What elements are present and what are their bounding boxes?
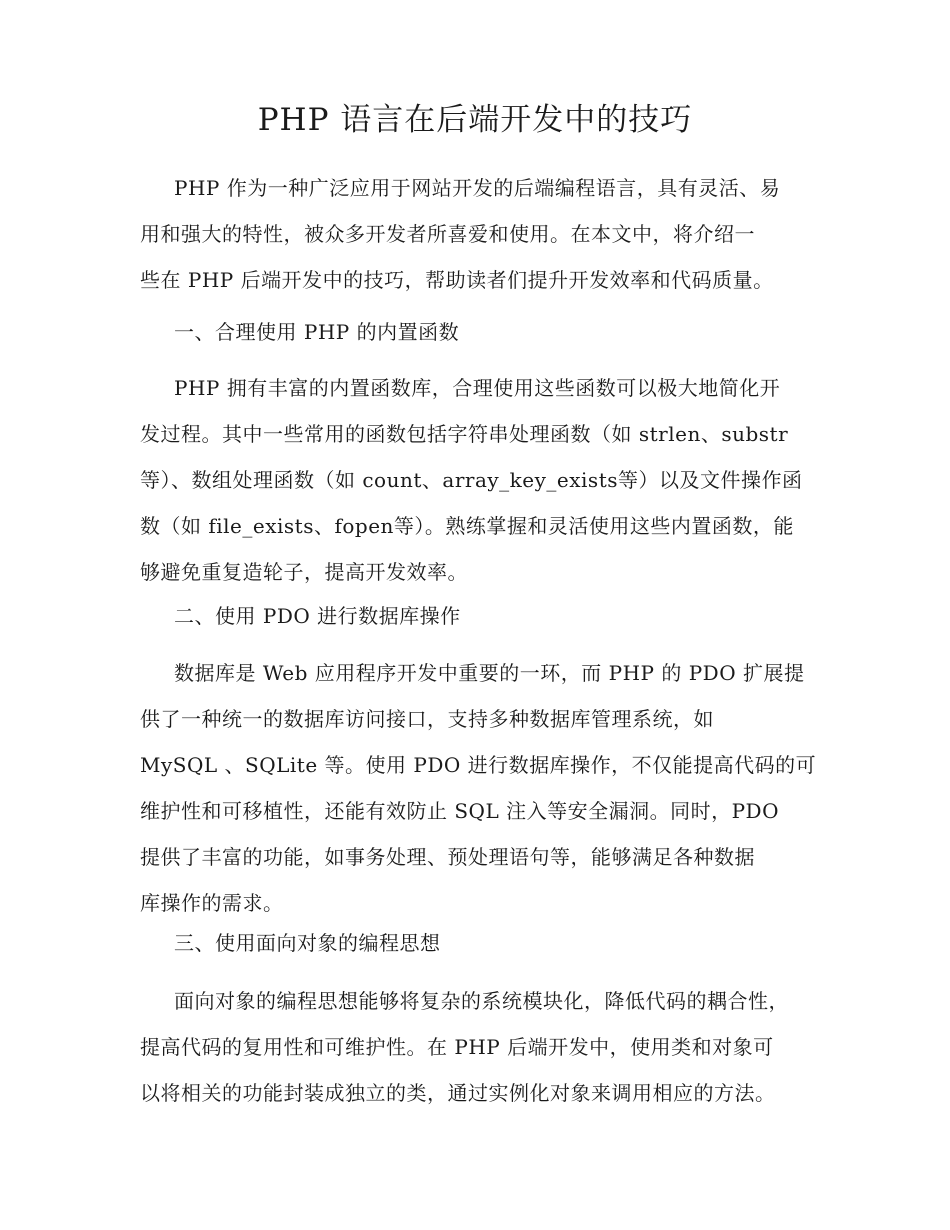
section1-paragraph — [140, 365, 830, 595]
paragraph-line: 数据库是 Web 应用程序开发中重要的一环，而 PHP 的 PDO 扩展提 — [174, 661, 805, 685]
section-heading-text: 三、使用面向对象的编程思想 — [174, 931, 441, 955]
paragraph-line: 等）、数组处理函数（如 count、array_key_exists等）以及文件操作函 — [140, 468, 803, 492]
paragraph-line: 提高代码的复用性和可维护性。在 PHP 后端开发中，使用类和对象可 — [140, 1035, 774, 1059]
intro-paragraph — [140, 165, 830, 303]
section-heading-text: 一、合理使用 PHP 的内置函数 — [174, 320, 460, 344]
section-heading-3 — [140, 920, 830, 966]
paragraph-line: PHP 拥有丰富的内置函数库，合理使用这些函数可以极大地简化开 — [174, 376, 781, 400]
paragraph-line: 以将相关的功能封装成独立的类，通过实例化对象来调用相应的方法。 — [140, 1081, 776, 1105]
paragraph-line: MySQL 、SQLite 等。使用 PDO 进行数据库操作，不仅能提高代码的可 — [140, 753, 817, 777]
paragraph-line: 维护性和可移植性，还能有效防止 SQL 注入等安全漏洞。同时，PDO — [140, 799, 779, 823]
document-title: PHP 语言在后端开发中的技巧 — [257, 102, 693, 138]
section-heading-1 — [140, 309, 830, 355]
paragraph-line: 库操作的需求。 — [140, 891, 284, 915]
paragraph-line: PHP 作为一种广泛应用于网站开发的后端编程语言，具有灵活、易 — [174, 176, 781, 200]
section-heading-2 — [140, 593, 830, 639]
section-heading-text: 二、使用 PDO 进行数据库操作 — [174, 604, 461, 628]
section3-paragraph — [140, 978, 830, 1116]
paragraph-line: 些在 PHP 后端开发中的技巧，帮助读者们提升开发效率和代码质量。 — [140, 268, 774, 292]
paragraph-line: 发过程。其中一些常用的函数包括字符串处理函数（如 strlen、substr — [140, 422, 789, 446]
paragraph-line: 面向对象的编程思想能够将复杂的系统模块化，降低代码的耦合性， — [174, 989, 789, 1013]
paragraph-line: 够避免重复造轮子，提高开发效率。 — [140, 560, 468, 584]
paragraph-line: 用和强大的特性，被众多开发者所喜爱和使用。在本文中，将介绍一 — [140, 222, 755, 246]
paragraph-line: 供了一种统一的数据库访问接口，支持多种数据库管理系统，如 — [140, 707, 714, 731]
section2-paragraph — [140, 650, 830, 926]
paragraph-line: 提供了丰富的功能，如事务处理、预处理语句等，能够满足各种数据 — [140, 845, 755, 869]
paragraph-line: 数（如 file_exists、fopen等）。熟练掌握和灵活使用这些内置函数，能 — [140, 514, 794, 538]
